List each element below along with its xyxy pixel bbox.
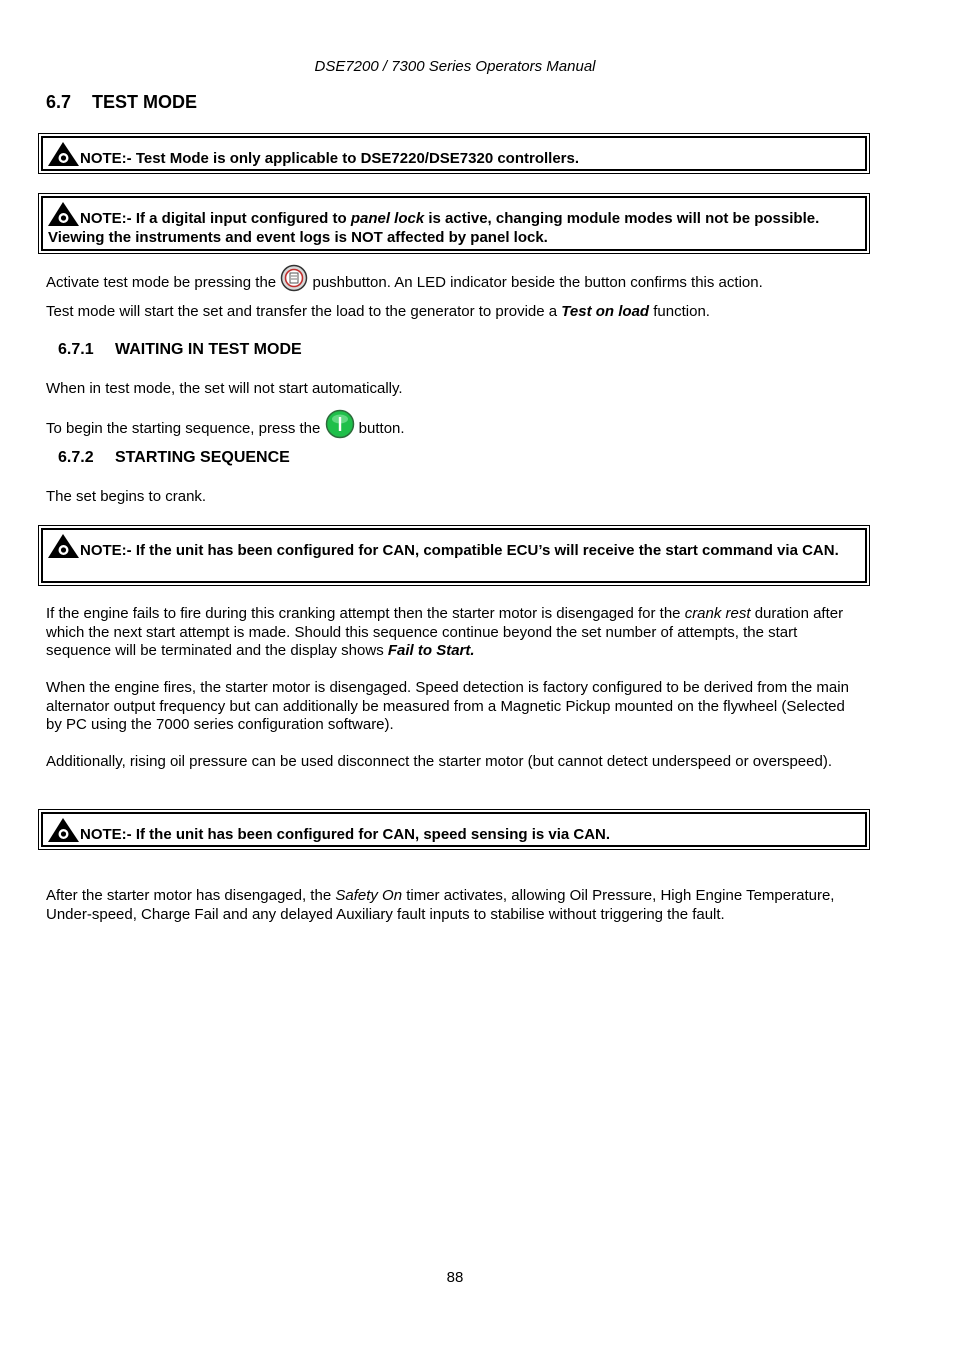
- text-before-icon: Activate test mode be pressing the: [46, 274, 277, 291]
- emphasis-fail-to-start: Fail to Start.: [387, 642, 475, 660]
- paragraph-waiting: When in test mode, the set will not start automatically.: [46, 380, 403, 397]
- text-after: function.: [649, 303, 710, 320]
- section-heading: [46, 92, 197, 113]
- paragraph-oil-pressure: Additionally, rising oil pressure can be used disconnect the starter motor (but cannot detect underspeed or overspeed).: [46, 753, 832, 770]
- text-before: Test mode will start the set and transfer the load to the generator to provide a: [46, 303, 562, 320]
- note-text-part1: NOTE:- If a digital input configured to: [80, 210, 351, 227]
- paragraph-crank: The set begins to crank.: [46, 488, 207, 505]
- note-can-speed-sensing: [38, 809, 870, 850]
- text-after-icon: pushbutton. An LED indicator beside the button confirms this action.: [308, 274, 763, 291]
- note-text-part2: is active, changing module modes will not be possible. Viewing the instruments and event logs is NOT affected by panel lock.: [48, 210, 820, 246]
- note-text: NOTE:- If the unit has been configured for CAN, speed sensing is via CAN.: [80, 826, 611, 843]
- note-emphasis-panel-lock: panel lock: [350, 210, 425, 227]
- warning-triangle-icon: [48, 534, 80, 558]
- note-can-ecu: [38, 525, 870, 586]
- paragraph-test-on-load: [46, 303, 856, 322]
- warning-triangle-icon: [48, 202, 80, 226]
- page-number: 88: [446, 1269, 464, 1286]
- paragraph-safety-on: [46, 887, 856, 924]
- running-header: DSE7200 / 7300 Series Operators Manual: [314, 58, 596, 75]
- paragraph-engine-fires: When the engine fires, the starter motor is disengaged. Speed detection is factory configured to be derived from the main alternator output frequency but can additionally be measured from a Magnetic Pickup mounted on the flywheel (Selected by PC using the 7000 series configuration software).: [46, 679, 849, 734]
- paragraph-activate-test-mode: [46, 264, 856, 293]
- start-button-icon: [325, 409, 355, 439]
- text-part1: After the starter motor has disengaged, the: [46, 887, 336, 904]
- warning-triangle-icon: [48, 142, 80, 166]
- subsection-heading-starting: [58, 449, 290, 467]
- paragraph-begin-sequence: [46, 409, 856, 439]
- subsection-title: STARTING SEQUENCE: [115, 449, 290, 466]
- test-mode-button-icon: [280, 264, 308, 292]
- text-part2: timer activates, allowing Oil Pressure, High Engine Temperature, Under-speed, Charge Fail and any delayed Auxiliary fault inputs to stabilise without triggering the fault.: [46, 887, 835, 923]
- note-text: NOTE:- Test Mode is only applicable to DSE7220/DSE7320 controllers.: [80, 150, 580, 167]
- warning-triangle-icon: [48, 818, 80, 842]
- subsection-title: WAITING IN TEST MODE: [115, 341, 302, 358]
- text-before-icon: To begin the starting sequence, press the: [46, 420, 325, 437]
- section-title: TEST MODE: [92, 92, 198, 112]
- text-part1: If the engine fails to fire during this cranking attempt then the starter motor is disengaged for the: [46, 605, 685, 622]
- subsection-number: 6.7.1: [58, 341, 94, 358]
- note-text: NOTE:- If the unit has been configured for CAN, compatible ECU’s will receive the start command via CAN.: [80, 542, 839, 559]
- emphasis-test-on-load: Test on load: [561, 303, 650, 320]
- note-panel-lock: [38, 193, 870, 254]
- paragraph-fail-to-fire: [46, 605, 856, 661]
- section-number: 6.7: [46, 92, 72, 112]
- subsection-heading-waiting: [58, 341, 302, 359]
- text-after-icon: button.: [354, 420, 405, 437]
- note-test-mode-applicability: [38, 133, 870, 174]
- emphasis-safety-on: Safety On: [335, 887, 403, 904]
- emphasis-crank-rest: crank rest: [684, 605, 751, 622]
- subsection-number: 6.7.2: [58, 449, 94, 466]
- text-part2: duration after which the next start attempt is made. Should this sequence continue beyond the set number of attempts, the start sequence will be terminated and the display shows: [46, 605, 844, 660]
